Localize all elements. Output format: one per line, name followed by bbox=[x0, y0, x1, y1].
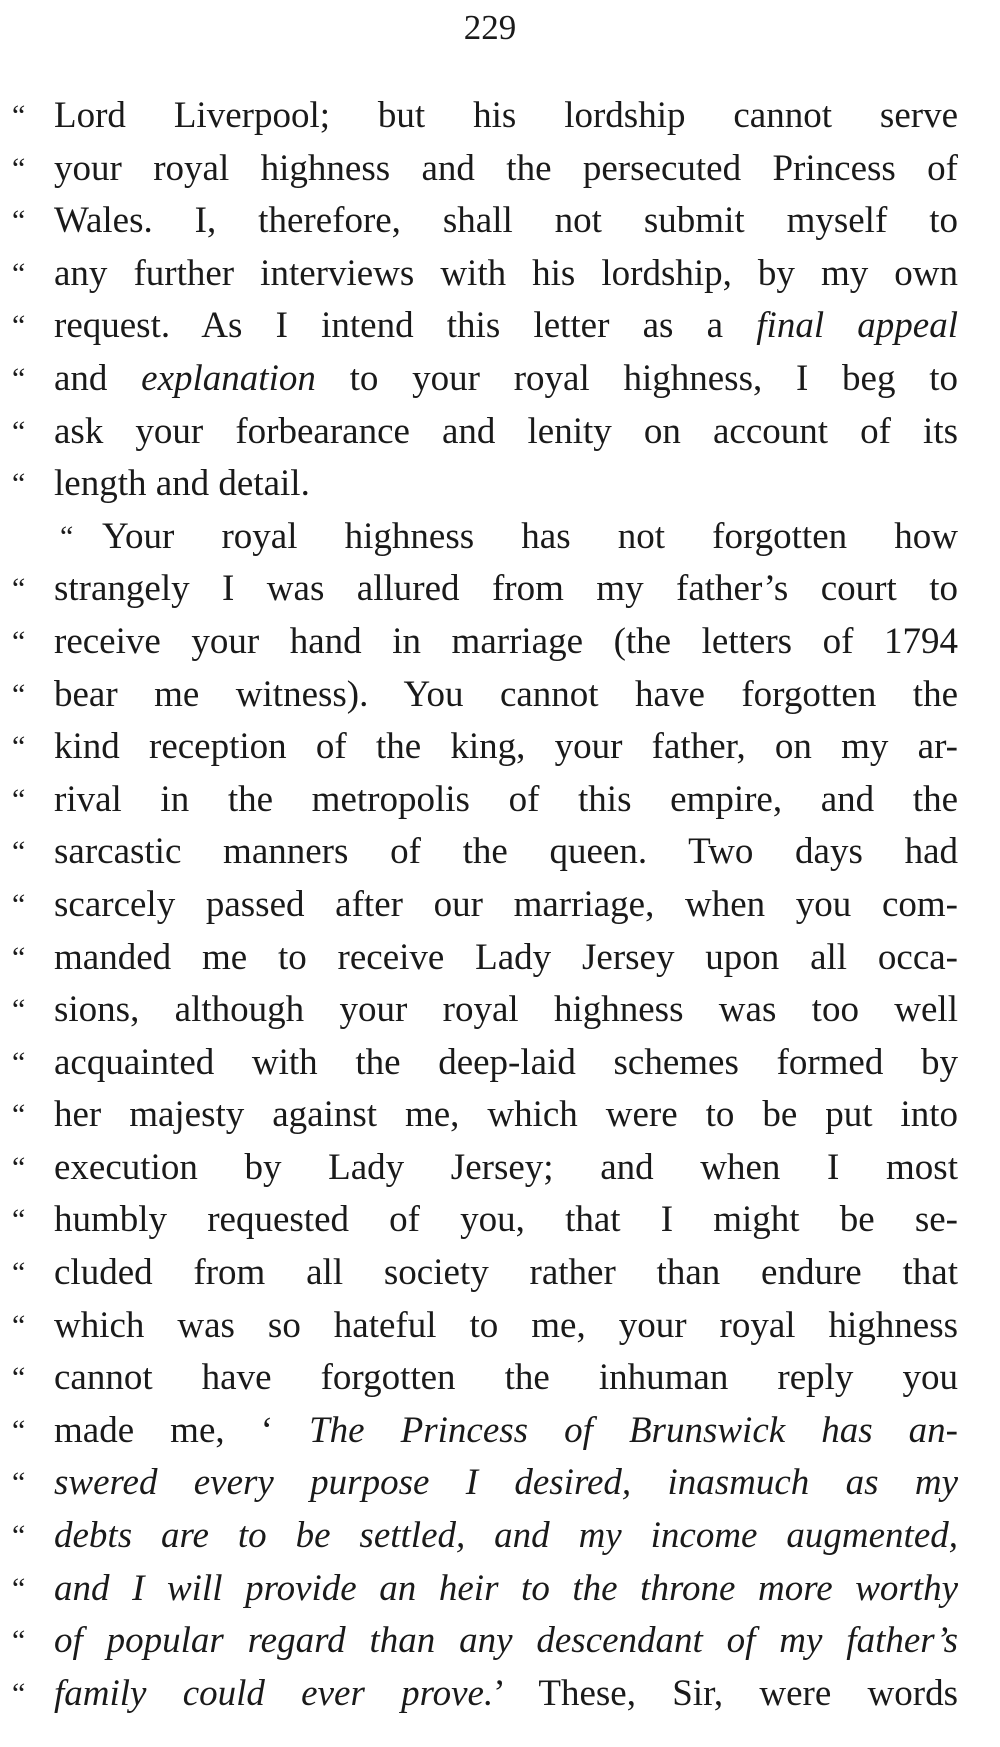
text-segment: which was so hateful to me, your royal highness bbox=[54, 1304, 958, 1346]
text-line bbox=[12, 1457, 958, 1510]
text-segment: manded me to receive Lady Jersey upon all occa- bbox=[54, 936, 958, 978]
line-content bbox=[54, 1457, 958, 1510]
text-segment: sions, although your royal highness was too well bbox=[54, 989, 958, 1031]
italic-text: The Princess of Brunswick has an- bbox=[309, 1409, 958, 1451]
opening-quote-mark: “ bbox=[12, 1676, 26, 1710]
text-segment: length and detail. bbox=[54, 463, 310, 505]
line-content bbox=[54, 90, 958, 143]
text-segment: her majesty against me, which were to be put into bbox=[54, 1094, 958, 1136]
line-content bbox=[54, 1247, 958, 1300]
opening-quote-mark: “ bbox=[12, 1413, 26, 1447]
text-segment: your royal highness and the persecuted Princess of bbox=[54, 147, 958, 189]
line-content bbox=[54, 984, 958, 1037]
opening-quote-mark: “ bbox=[12, 1045, 26, 1079]
text-segment: and bbox=[54, 357, 142, 399]
text-line bbox=[12, 774, 958, 827]
opening-quote-mark: “ bbox=[12, 1624, 26, 1658]
page-number: 229 bbox=[463, 8, 517, 47]
text-line bbox=[12, 1510, 958, 1563]
line-content bbox=[54, 774, 958, 827]
text-line bbox=[12, 248, 958, 301]
opening-quote-mark: “ bbox=[12, 1203, 26, 1237]
italic-text: of popular regard than any descendant of my father’s bbox=[54, 1620, 958, 1662]
opening-quote-mark: “ bbox=[12, 782, 26, 816]
italic-text: family could ever prove. bbox=[54, 1672, 494, 1714]
line-content bbox=[54, 669, 958, 722]
line-content bbox=[54, 1563, 958, 1616]
text-line bbox=[12, 1089, 958, 1142]
opening-quote-mark: “ bbox=[12, 256, 26, 290]
text-line bbox=[12, 563, 958, 616]
line-content bbox=[102, 511, 958, 564]
text-segment: rival in the metropolis of this empire, and the bbox=[54, 778, 958, 820]
text-segment: Wales. I, therefore, shall not submit myself to bbox=[54, 200, 958, 242]
text-line bbox=[12, 353, 958, 406]
text-line bbox=[12, 511, 958, 564]
line-content bbox=[54, 1194, 958, 1247]
line-content bbox=[54, 458, 958, 511]
text-line bbox=[12, 143, 958, 196]
italic-text: explanation bbox=[141, 357, 316, 399]
line-content bbox=[54, 1510, 958, 1563]
opening-quote-mark: “ bbox=[12, 887, 26, 921]
text-segment: acquainted with the deep-laid schemes formed by bbox=[54, 1041, 958, 1083]
text-line bbox=[12, 300, 958, 353]
text-segment: ’ These, Sir, were words bbox=[493, 1672, 958, 1714]
line-content bbox=[54, 616, 958, 669]
line-content bbox=[54, 826, 958, 879]
opening-quote-mark: “ bbox=[60, 519, 74, 553]
opening-quote-mark: “ bbox=[12, 572, 26, 606]
text-segment: receive your hand in marriage (the letters of 1794 bbox=[54, 620, 958, 662]
opening-quote-mark: “ bbox=[12, 414, 26, 448]
text-segment: Your royal highness has not forgotten how bbox=[102, 515, 958, 557]
line-content bbox=[54, 1615, 958, 1668]
text-line bbox=[12, 721, 958, 774]
line-content bbox=[54, 195, 958, 248]
opening-quote-mark: “ bbox=[12, 1256, 26, 1290]
text-line bbox=[12, 1247, 958, 1300]
text-segment: to your royal highness, I beg to bbox=[315, 357, 958, 399]
text-segment: request. As I intend this letter as a bbox=[54, 305, 757, 347]
opening-quote-mark: “ bbox=[12, 99, 26, 132]
text-segment: any further interviews with his lordship, by my own bbox=[54, 252, 958, 294]
opening-quote-mark: “ bbox=[12, 1150, 26, 1184]
line-content bbox=[54, 143, 958, 196]
text-line bbox=[12, 984, 958, 1037]
line-content bbox=[54, 879, 958, 932]
italic-text: debts are to be settled, and my income augmented, bbox=[54, 1515, 958, 1557]
line-content bbox=[54, 1037, 958, 1090]
opening-quote-mark: “ bbox=[12, 1361, 26, 1395]
text-line bbox=[12, 458, 958, 511]
line-content bbox=[54, 1089, 958, 1142]
opening-quote-mark: “ bbox=[12, 677, 26, 711]
text-line bbox=[12, 826, 958, 879]
text-segment: scarcely passed after our marriage, when you com- bbox=[54, 883, 958, 925]
text-line bbox=[12, 1142, 958, 1195]
line-content bbox=[54, 406, 958, 459]
italic-text: and I will provide an heir to the throne more worthy bbox=[54, 1567, 958, 1609]
opening-quote-mark: “ bbox=[12, 730, 26, 764]
opening-quote-mark: “ bbox=[12, 467, 26, 501]
opening-quote-mark: “ bbox=[12, 940, 26, 974]
text-line bbox=[12, 879, 958, 932]
text-segment: cluded from all society rather than endure that bbox=[54, 1252, 958, 1294]
opening-quote-mark: “ bbox=[12, 1308, 26, 1342]
text-line bbox=[12, 616, 958, 669]
line-content bbox=[54, 1142, 958, 1195]
text-segment: strangely I was allured from my father’s court to bbox=[54, 568, 958, 610]
opening-quote-mark: “ bbox=[12, 361, 26, 395]
text-segment: ask your forbearance and lenity on account of its bbox=[54, 410, 958, 452]
text-line bbox=[12, 1668, 958, 1721]
text-line bbox=[12, 1615, 958, 1668]
line-content bbox=[54, 300, 958, 353]
line-content bbox=[54, 932, 958, 985]
text-line bbox=[12, 1563, 958, 1616]
text-segment: cannot have forgotten the inhuman reply you bbox=[54, 1357, 958, 1399]
text-segment: sarcastic manners of the queen. Two days had bbox=[54, 831, 958, 873]
italic-text: swered every purpose I desired, inasmuch as my bbox=[54, 1462, 958, 1504]
text-line bbox=[12, 195, 958, 248]
text-line bbox=[12, 932, 958, 985]
line-content bbox=[54, 721, 958, 774]
opening-quote-mark: “ bbox=[12, 151, 26, 185]
text-segment: Lord Liverpool; but his lordship cannot serve bbox=[54, 95, 958, 136]
line-content bbox=[54, 248, 958, 301]
text-segment: execution by Lady Jersey; and when I most bbox=[54, 1146, 958, 1188]
text-line bbox=[12, 1037, 958, 1090]
line-content bbox=[54, 563, 958, 616]
line-content bbox=[54, 1352, 958, 1405]
text-line bbox=[12, 90, 958, 143]
line-content bbox=[54, 1405, 958, 1458]
line-content bbox=[54, 1300, 958, 1353]
opening-quote-mark: “ bbox=[12, 1098, 26, 1132]
opening-quote-mark: “ bbox=[12, 1519, 26, 1553]
opening-quote-mark: “ bbox=[12, 993, 26, 1027]
letter-text bbox=[12, 90, 958, 1720]
opening-quote-mark: “ bbox=[12, 1571, 26, 1605]
text-segment: bear me witness). You cannot have forgotten the bbox=[54, 673, 958, 715]
text-segment: kind reception of the king, your father, on my ar- bbox=[54, 726, 958, 768]
opening-quote-mark: “ bbox=[12, 624, 26, 658]
text-line bbox=[12, 1352, 958, 1405]
text-line bbox=[12, 406, 958, 459]
opening-quote-mark: “ bbox=[12, 835, 26, 869]
italic-text: final appeal bbox=[756, 305, 959, 347]
opening-quote-mark: “ bbox=[12, 1466, 26, 1500]
opening-quote-mark: “ bbox=[12, 309, 26, 343]
text-line bbox=[12, 1194, 958, 1247]
text-segment: humbly requested of you, that I might be se- bbox=[54, 1199, 958, 1241]
line-content bbox=[54, 1668, 958, 1721]
opening-quote-mark: “ bbox=[12, 204, 26, 238]
text-line bbox=[12, 669, 958, 722]
line-content bbox=[54, 353, 958, 406]
text-segment: made me, ‘ bbox=[54, 1409, 310, 1451]
text-line bbox=[12, 1405, 958, 1458]
text-line bbox=[12, 1300, 958, 1353]
